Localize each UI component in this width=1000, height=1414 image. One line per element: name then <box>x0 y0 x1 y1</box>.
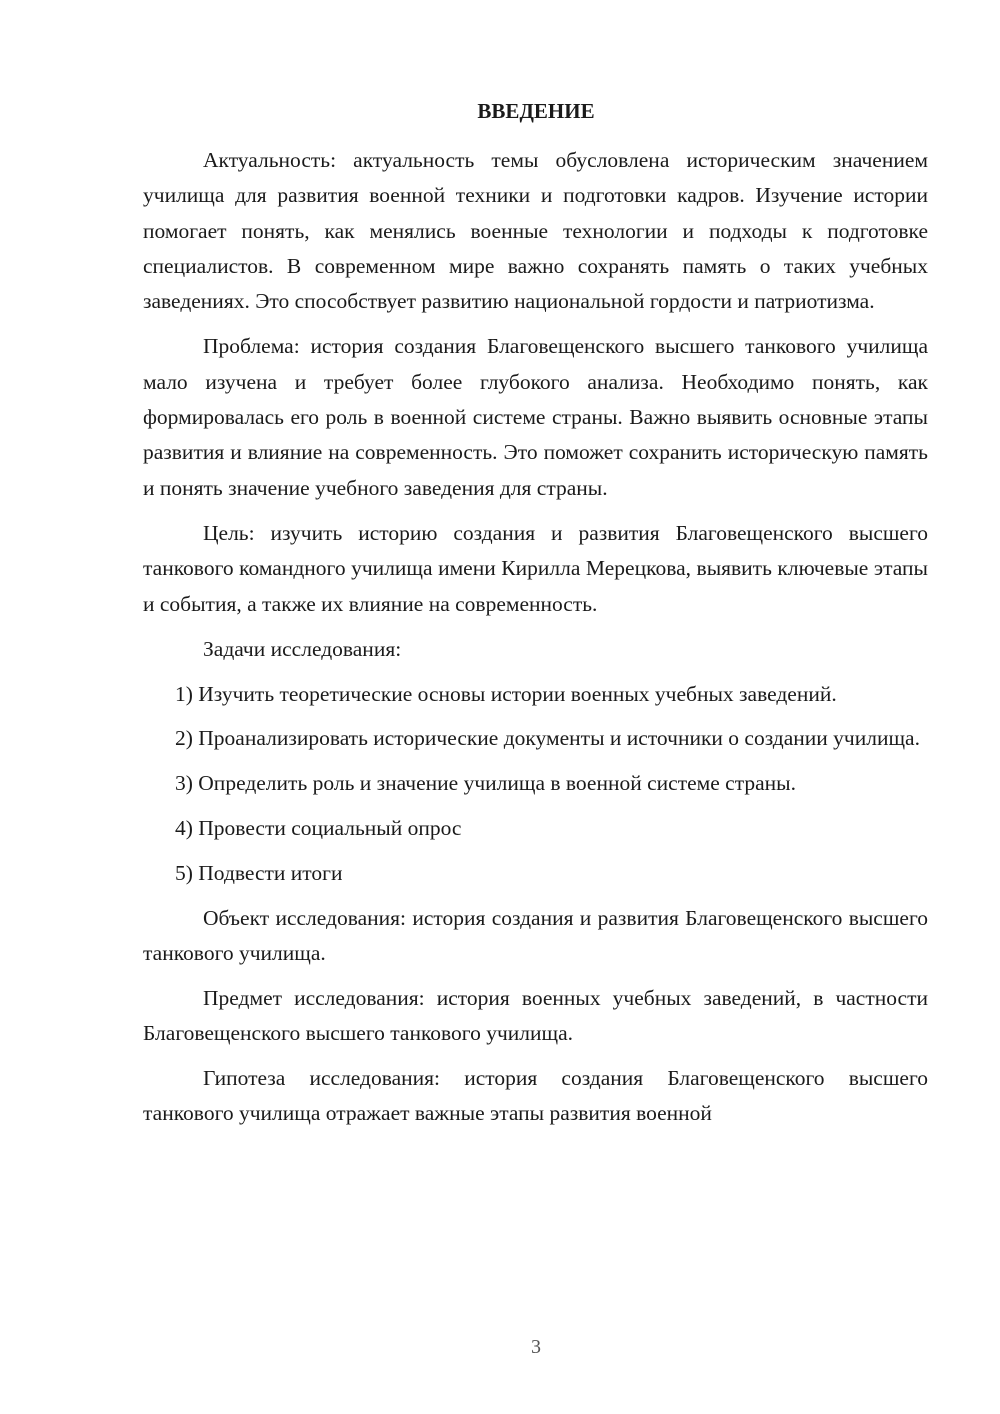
paragraph-goal: Цель: изучить историю создания и развития Благовещенского высшего танкового командного училища имени Кирилла Мерецкова, выявить ключевые этапы и события, а также их влияние на современность. <box>143 520 928 616</box>
task-item-1: 1) Изучить теоретические основы истории военных учебных заведений. <box>175 681 837 706</box>
document-body <box>143 143 928 1131</box>
page-number: 3 <box>531 1336 541 1358</box>
task-item-2: 2) Проанализировать исторические документы и источники о создании училища. <box>175 726 920 751</box>
paragraph-hypothesis: Гипотеза исследования: история создания Благовещенского высшего танкового училища отражает важные этапы развития военной <box>143 1065 928 1126</box>
task-item-3: 3) Определить роль и значение училища в военной системе страны. <box>175 771 796 796</box>
page-title: ВВЕДЕНИЕ <box>477 99 595 123</box>
paragraph-problem: Проблема: история создания Благовещенского высшего танкового училища мало изучена и требует более глубокого анализа. Необходимо понять, как формировалась его роль в военной системе страны. Важно выявить основные этапы развития и влияние на современность. Это поможет сохранить историческую память и понять значение учебного заведения для страны. <box>143 334 928 500</box>
task-item-5: 5) Подвести итоги <box>175 860 343 885</box>
paragraph-object: Объект исследования: история создания и развития Благовещенского высшего танкового училища. <box>143 905 928 965</box>
paragraph-subject: Предмет исследования: история военных учебных заведений, в частности Благовещенского высшего танкового училища. <box>143 985 928 1046</box>
tasks-heading: Задачи исследования: <box>203 636 402 661</box>
paragraph-relevance: Актуальность: актуальность темы обусловлена историческим значением училища для развития военной техники и подготовки кадров. Изучение истории помогает понять, как менялись военные технологии и подходы к подготовке специалистов. В современном мире важно сохранять память о таких учебных заведениях. Это способствует развитию национальной гордости и патриотизма. <box>143 148 928 314</box>
task-item-4: 4) Провести социальный опрос <box>175 816 462 841</box>
